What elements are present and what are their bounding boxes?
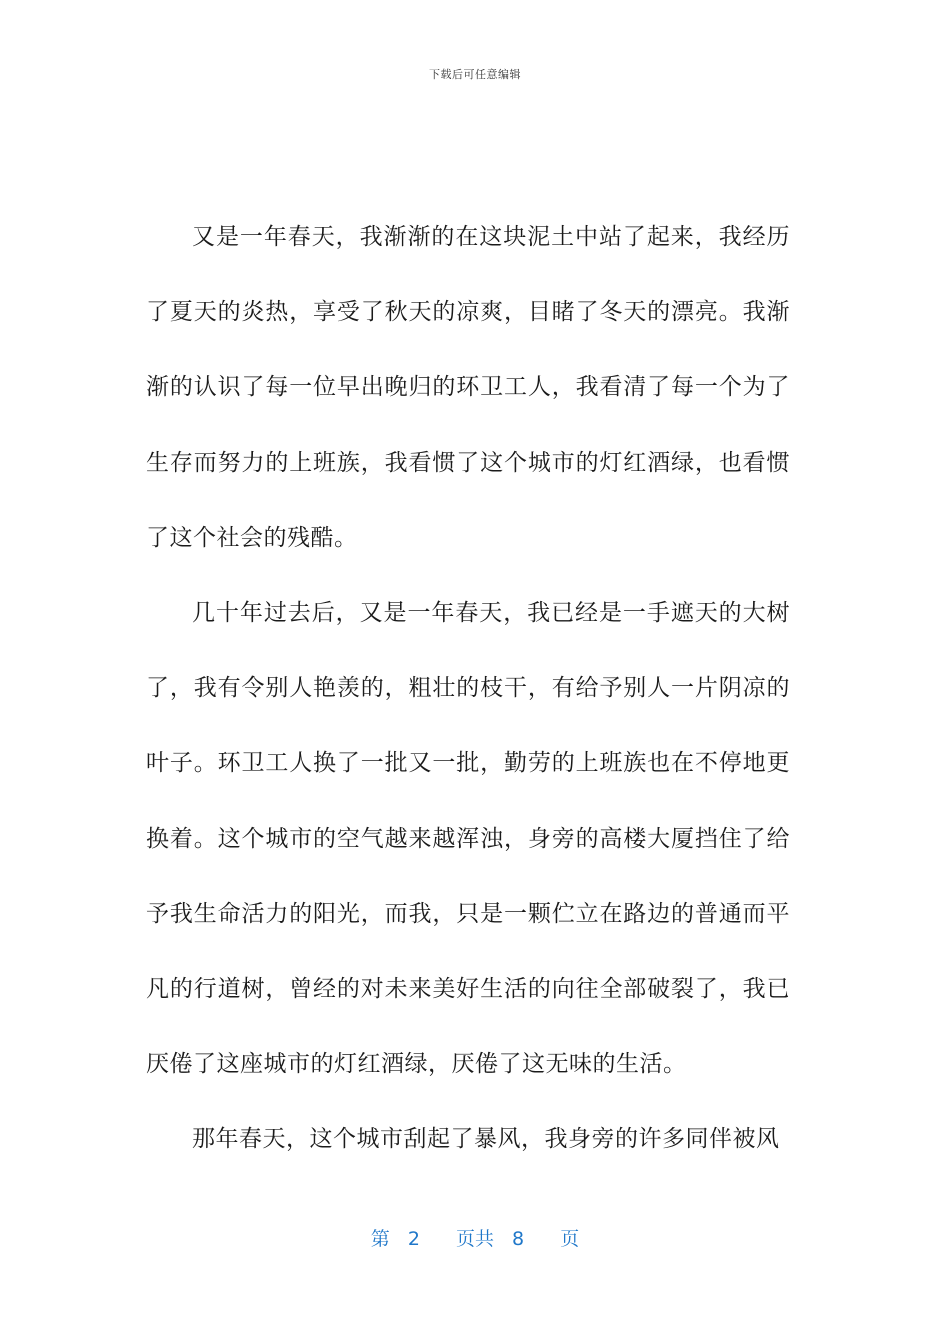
total-pages-number: 8 bbox=[512, 1228, 525, 1250]
paragraph-1: 又是一年春天，我渐渐的在这块泥土中站了起来，我经历了夏天的炎热，享受了秋天的凉爽，目睹了冬天的漂亮。我渐渐的认识了每一位早出晚归的环卫工人，我看清了每一个为了生存而努力的上班族，我看惯了这个城市的灯红酒绿，也看惯了这个社会的残酷。 bbox=[146, 224, 790, 551]
document-body bbox=[146, 200, 790, 1178]
current-page-number: 2 bbox=[407, 1228, 420, 1250]
page-mid: 页共 bbox=[455, 1228, 494, 1250]
paragraph-3: 那年春天，这个城市刮起了暴风，我身旁的许多同伴被风 bbox=[192, 1126, 780, 1153]
page-suffix: 页 bbox=[560, 1228, 580, 1250]
page-prefix: 第 bbox=[370, 1228, 390, 1250]
paragraph-2: 几十年过去后，又是一年春天，我已经是一手遮天的大树了，我有令别人艳羡的，粗壮的枝干，有给予别人一片阴凉的叶子。环卫工人换了一批又一批，勤劳的上班族也在不停地更换着。这个城市的空气越来越浑浊，身旁的高楼大厦挡住了给予我生命活力的阳光，而我，只是一颗伫立在路边的普通而平凡的行道树，曾经的对未来美好生活的向往全部破裂了，我已厌倦了这座城市的灯红酒绿，厌倦了这无味的生活。 bbox=[146, 600, 790, 1078]
page-footer bbox=[0, 1224, 950, 1251]
header-note: 下载后可任意编辑 bbox=[429, 68, 521, 81]
